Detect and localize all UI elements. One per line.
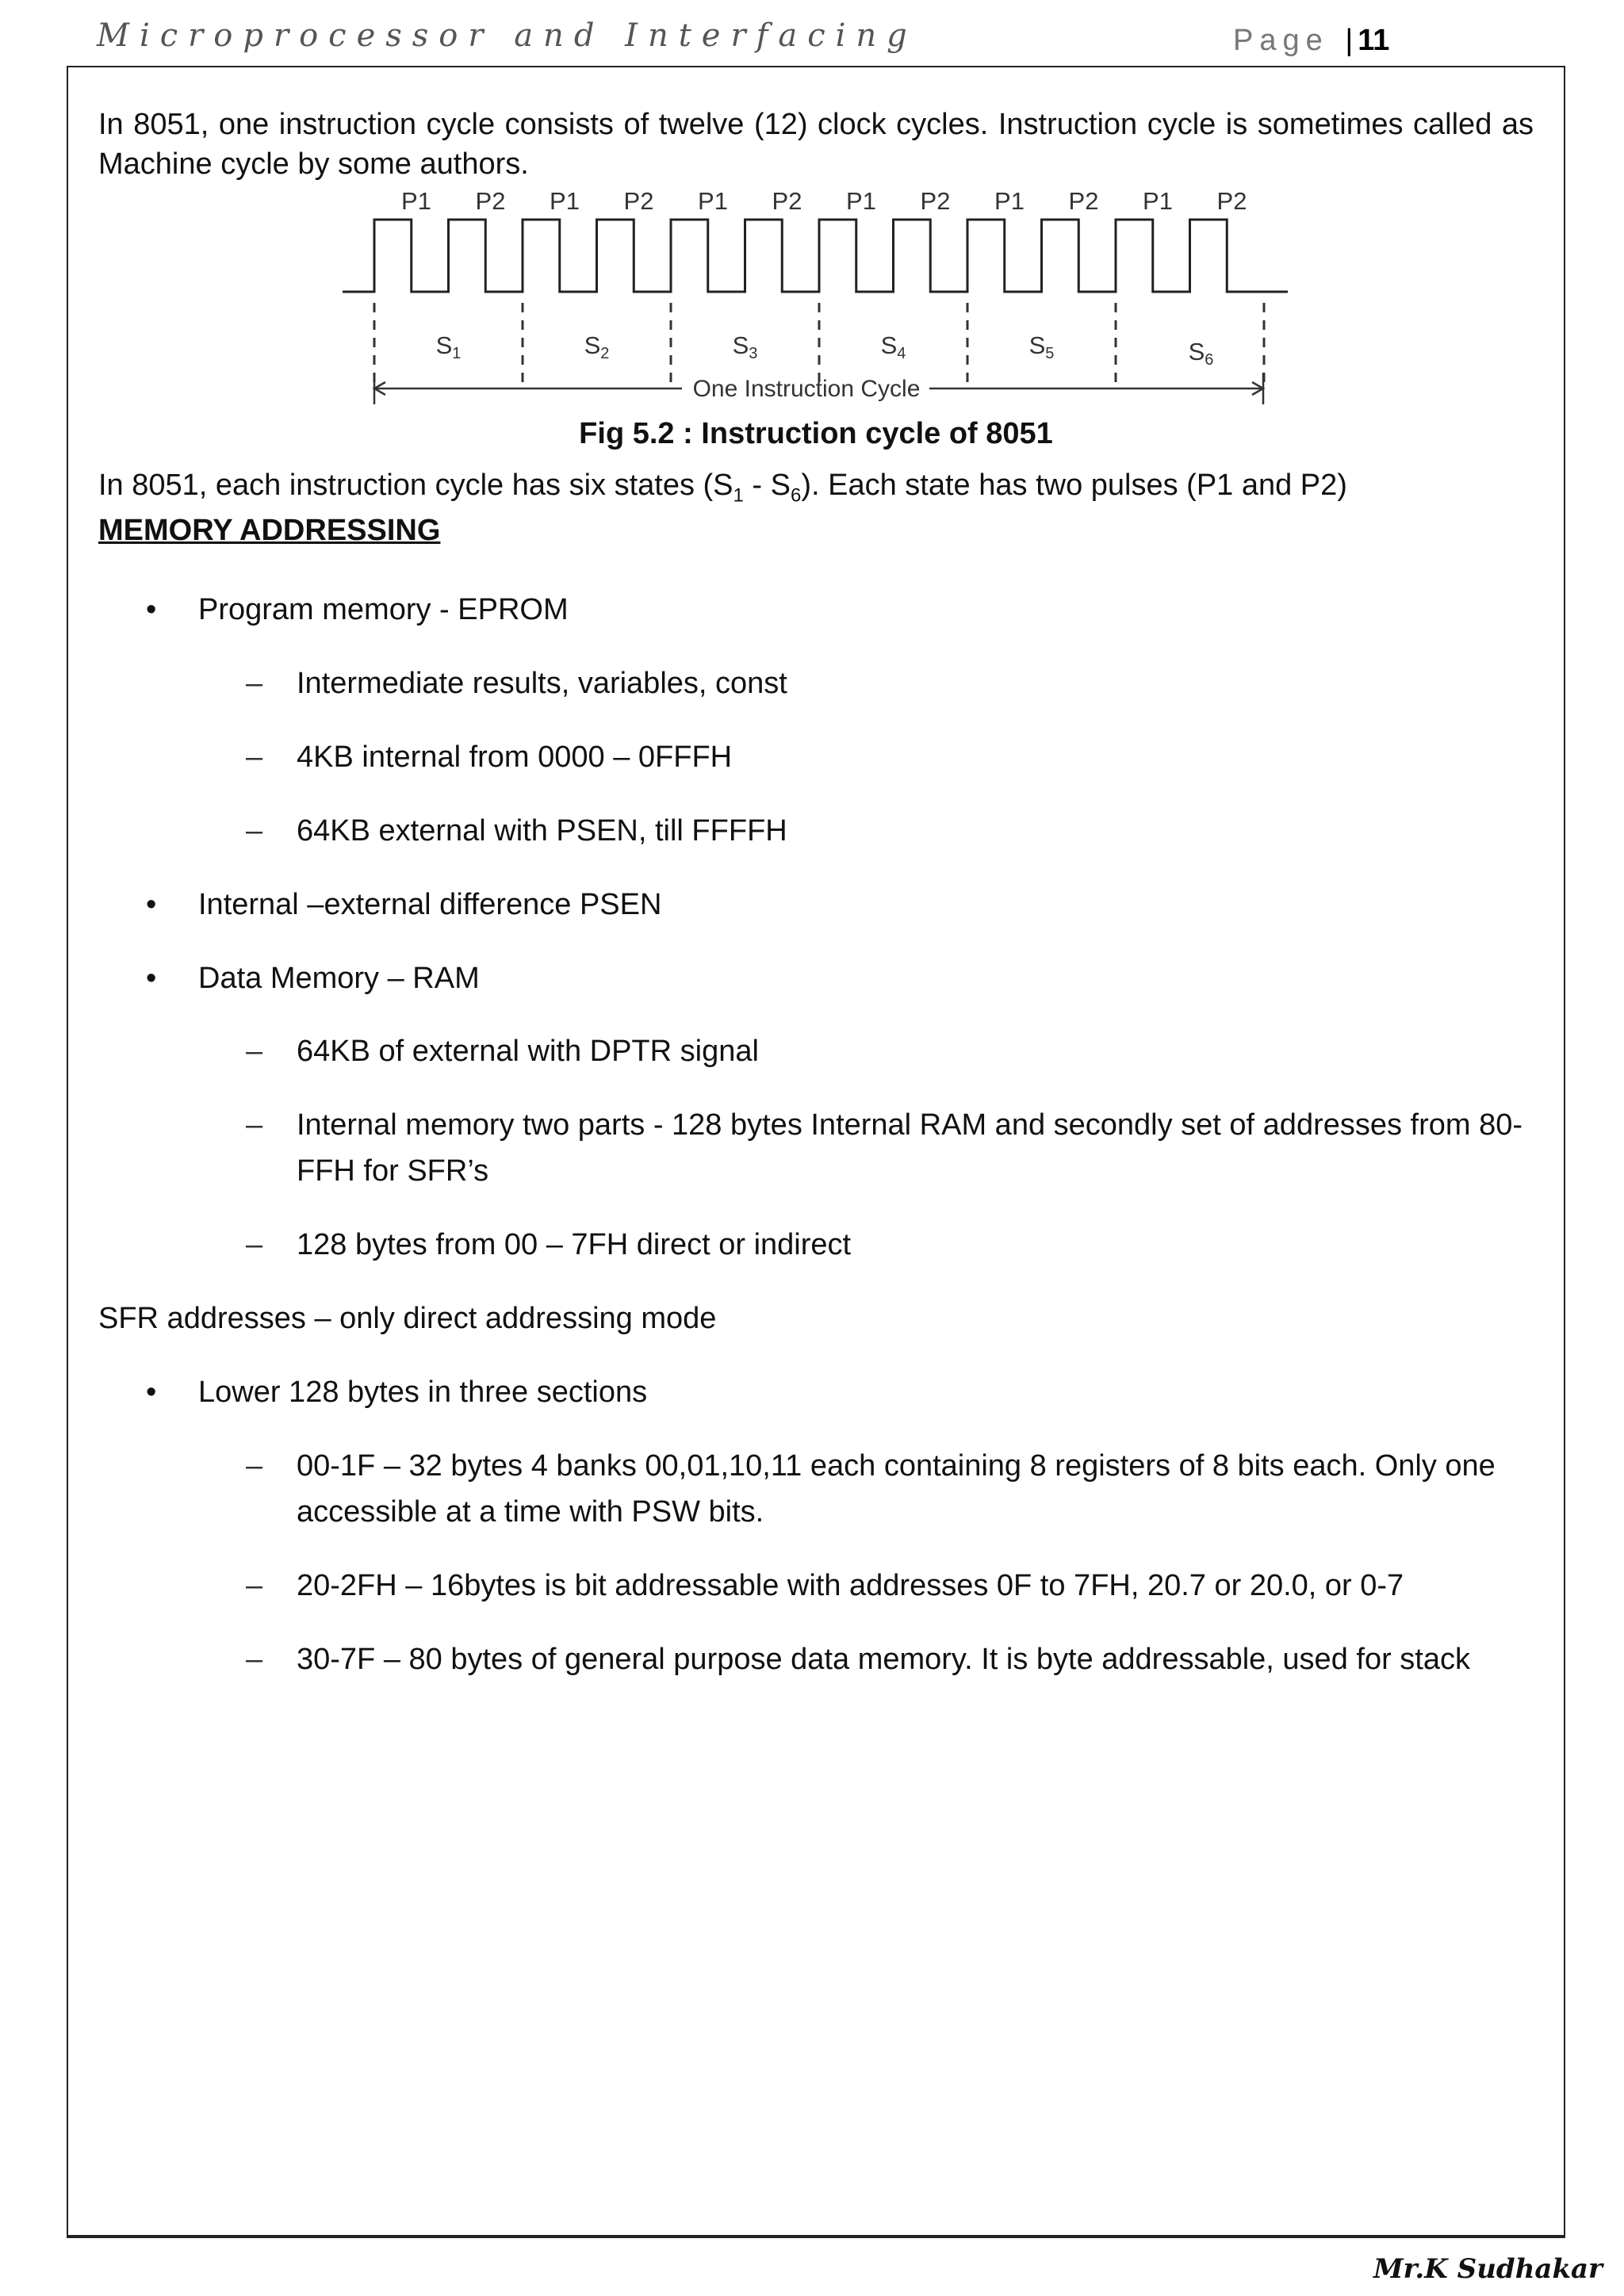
dash-marker: – [246,1449,263,1483]
state-label: S4 [880,331,906,362]
page-label: Page [1233,24,1329,57]
pulse-label: P2 [772,187,802,215]
pulse-label: P1 [698,187,728,215]
dash-marker: – [246,1108,263,1142]
instruction-cycle-diagram [333,184,1308,422]
list-item-program-memory: Program memory - EPROM [198,593,569,626]
state-label: S2 [584,331,610,362]
pulse-label: P2 [475,187,506,215]
pulse-label: P1 [401,187,431,215]
state-label: S3 [732,331,758,362]
states-sentence: In 8051, each instruction cycle has six states $(S_1 - S_6)$. Each state has two pulses (P1 and P2) [98,469,1347,507]
author-signature: Mr.K Sudhakar [1373,2253,1603,2285]
list-subitem: Intermediate results, variables, const [297,667,787,700]
page-indicator [1233,24,1389,58]
list-subitem: 30-7F – 80 bytes of general purpose data memory. It is byte addressable, used for stack [297,1643,1470,1676]
dash-marker: – [246,1569,263,1602]
pulse-label: P2 [920,187,951,215]
bullet-marker: • [146,888,157,921]
bullet-marker: • [146,1376,157,1409]
cycle-label: One Instruction Cycle [692,376,921,402]
bullet-marker: • [146,962,157,995]
pulse-label: P1 [846,187,876,215]
intro-paragraph: In 8051, one instruction cycle consists of twelve (12) clock cycles. Instruction cycle is sometimes called as Machine cycle by some authors. [98,108,1534,181]
figure-caption: Fig 5.2 : Instruction cycle of 8051 [579,417,1053,450]
dash-marker: – [246,667,263,700]
list-item-lower-128: Lower 128 bytes in three sections [198,1376,648,1409]
dash-marker: – [246,1035,263,1068]
sfr-addresses-line: SFR addresses – only direct addressing mode [98,1302,717,1335]
list-subitem: 128 bytes from 00 – 7FH direct or indirect [297,1228,852,1261]
clock-waveform [343,220,1288,292]
pulse-label: P2 [1068,187,1099,215]
pulse-label: P2 [1216,187,1247,215]
list-subitem: 4KB internal from 0000 – 0FFFH [297,740,733,774]
list-subitem: Internal memory two parts - 128 bytes Internal RAM and secondly set of addresses from 80-FFH for SFR’s [297,1108,1523,1188]
state-label: S6 [1188,338,1214,369]
pulse-label: P1 [994,187,1025,215]
state-label: S1 [435,331,462,362]
list-subitem: 64KB external with PSEN, till FFFFH [297,814,787,848]
page-number: 11 [1358,24,1390,57]
list-item-psen: Internal –external difference PSEN [198,888,662,921]
section-title: MEMORY ADDRESSING [98,514,441,547]
pulse-label: P1 [550,187,580,215]
dash-marker: – [246,1643,263,1676]
dash-marker: – [246,1228,263,1261]
running-header-title: Microprocessor and Interfacing [97,17,917,54]
pulse-label: P1 [1143,187,1173,215]
list-subitem: 20-2FH – 16bytes is bit addressable with addresses 0F to 7FH, 20.7 or 20.0, or 0-7 [297,1569,1404,1602]
list-subitem: 00-1F – 32 bytes 4 banks 00,01,10,11 each containing 8 registers of 8 bits each. Only one accessible at a time with PSW bits. [297,1449,1496,1529]
list-item-data-memory: Data Memory – RAM [198,962,480,995]
list-subitem: 64KB of external with DPTR signal [297,1035,759,1068]
bullet-marker: • [146,593,157,626]
page-separator: | [1345,24,1354,57]
pulse-label: P2 [623,187,654,215]
dash-marker: – [246,814,263,848]
dash-marker: – [246,740,263,774]
state-label: S5 [1028,331,1055,362]
